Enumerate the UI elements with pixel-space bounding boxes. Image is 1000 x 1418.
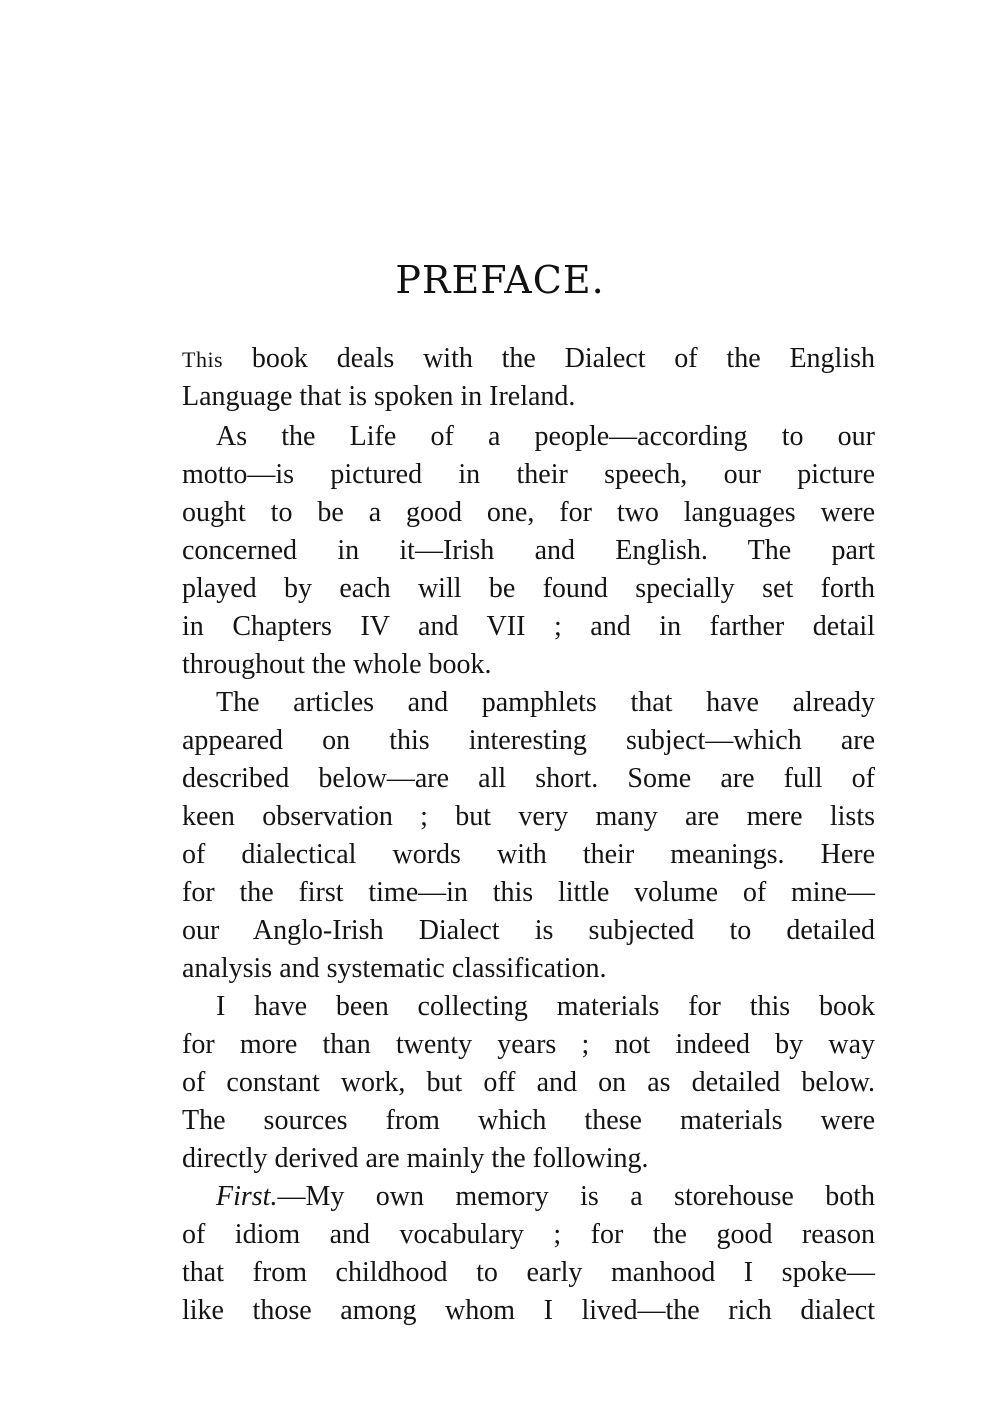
- text-line: The sources from which these materials were: [182, 1105, 875, 1136]
- text-line: of dialectical words with their meanings. Here: [182, 839, 875, 870]
- text-line: The articles and pamphlets that have already: [216, 687, 875, 718]
- text-line: described below—are all short. Some are full of: [182, 763, 875, 794]
- text-line: ought to be a good one, for two languages were: [182, 497, 875, 528]
- text-line: directly derived are mainly the following.: [182, 1143, 649, 1174]
- text-line: As the Life of a people—according to our: [216, 421, 875, 452]
- text-line: appeared on this interesting subject—which are: [182, 725, 875, 756]
- text-line: that from childhood to early manhood I spoke—: [182, 1257, 875, 1288]
- text-line: for the first time—in this little volume of mine—: [182, 877, 875, 908]
- small-caps-lead: This: [182, 347, 224, 372]
- text-line: First.—My own memory is a storehouse both: [216, 1181, 875, 1212]
- text-line: played by each will be found specially set forth: [182, 573, 875, 604]
- text-line: throughout the whole book.: [182, 649, 492, 680]
- text-line: our Anglo-Irish Dialect is subjected to detailed: [182, 915, 875, 946]
- page-title: PREFACE.: [395, 258, 605, 302]
- text-line: in Chapters IV and VII ; and in farther detail: [182, 611, 875, 642]
- text-line: of constant work, but off and on as detailed below.: [182, 1067, 875, 1098]
- text-line: concerned in it—Irish and English. The part: [182, 535, 875, 566]
- italic-lead: First.: [216, 1181, 278, 1212]
- text-line: motto—is pictured in their speech, our picture: [182, 459, 875, 490]
- text-line: analysis and systematic classification.: [182, 953, 607, 984]
- text-line: keen observation ; but very many are mere lists: [182, 801, 875, 832]
- text-line: Language that is spoken in Ireland.: [182, 381, 576, 412]
- text-line: of idiom and vocabulary ; for the good reason: [182, 1219, 875, 1250]
- text-line: I have been collecting materials for this book: [216, 991, 875, 1022]
- text-line: like those among whom I lived—the rich dialect: [182, 1295, 875, 1326]
- text-line: This book deals with the Dialect of the English: [182, 343, 875, 374]
- text-line: for more than twenty years ; not indeed by way: [182, 1029, 875, 1060]
